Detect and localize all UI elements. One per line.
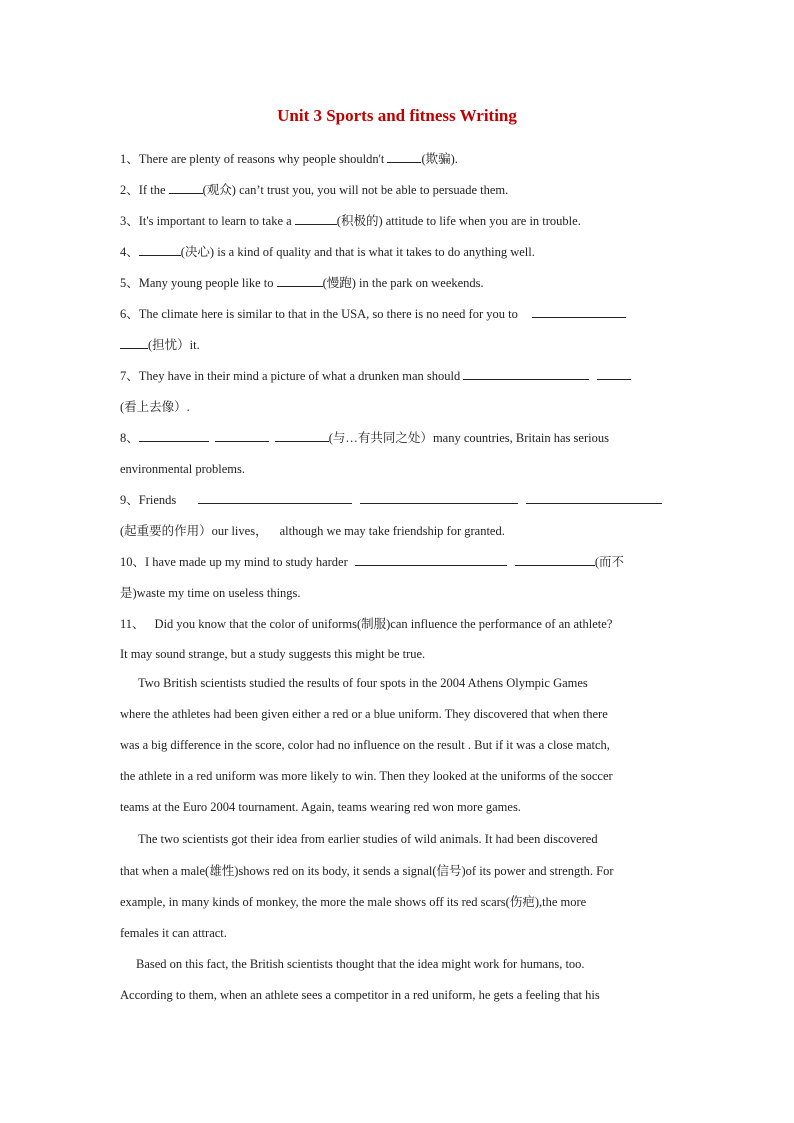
passage-line: females it can attract. xyxy=(120,926,227,940)
answer-blank[interactable] xyxy=(360,492,518,504)
question-6: 6、The climate here is similar to that in the USA, so there is no need for you to xyxy=(120,299,674,330)
question-10-continued: 是)waste my time on useless things. xyxy=(120,586,301,600)
question-9-continued: (起重要的作用）our lives， although we may take friendship for granted. xyxy=(120,524,505,538)
question-8-continued: environmental problems. xyxy=(120,462,245,476)
answer-blank[interactable] xyxy=(463,368,589,380)
passage-line: that when a male(雄性)shows red on its body, it sends a signal(信号)of its power and strength. For xyxy=(120,864,614,878)
question-9: 9、Friends xyxy=(120,485,674,516)
question-6-continued: (担忧）it. xyxy=(120,330,674,361)
passage-line: example, in many kinds of monkey, the more the male shows off its red scars(伤疤),the more xyxy=(120,895,587,909)
question-7: 7、They have in their mind a picture of what a drunken man should xyxy=(120,361,674,392)
question-8: 8、 (与…有共同之处）many countries, Britain has serious xyxy=(120,431,609,445)
question-2: 2、If the (观众) can’t trust you, you will not be able to persuade them. xyxy=(120,183,509,197)
question-5: 5、Many young people like to (慢跑) in the park on weekends. xyxy=(120,276,484,290)
question-7-continued: (看上去像）. xyxy=(120,400,190,414)
passage-line: teams at the Euro 2004 tournament. Again, teams wearing red won more games. xyxy=(120,800,521,814)
answer-blank[interactable] xyxy=(597,368,631,380)
answer-blank[interactable] xyxy=(169,182,203,194)
answer-blank[interactable] xyxy=(215,430,269,442)
passage-line: was a big difference in the score, color had no influence on the result . But if it was a close match, xyxy=(120,738,610,752)
passage-line: It may sound strange, but a study suggests this might be true. xyxy=(120,647,426,661)
answer-blank[interactable] xyxy=(139,430,209,442)
passage-line: where the athletes had been given either a red or a blue uniform. They discovered that when there xyxy=(120,707,608,721)
answer-blank[interactable] xyxy=(198,492,352,504)
passage-line: Two British scientists studied the results of four spots in the 2004 Athens Olympic Games xyxy=(138,676,588,690)
question-10: 10、I have made up my mind to study harder (而不 xyxy=(120,555,625,569)
answer-blank[interactable] xyxy=(295,213,337,225)
passage-line: the athlete in a red uniform was more likely to win. Then they looked at the uniforms of the soccer xyxy=(120,769,613,783)
passage-line: Based on this fact, the British scientists thought that the idea might work for humans, too. xyxy=(136,957,585,971)
question-11: 11、 Did you know that the color of uniforms(制服)can influence the performance of an athlete? xyxy=(120,617,613,631)
answer-blank[interactable] xyxy=(526,492,662,504)
answer-blank[interactable] xyxy=(387,151,421,163)
page-title: Unit 3 Sports and fitness Writing xyxy=(277,106,517,125)
question-1: 1、There are plenty of reasons why people shouldn't (欺骗). xyxy=(120,152,458,166)
answer-blank[interactable] xyxy=(355,554,507,566)
answer-blank[interactable] xyxy=(277,275,323,287)
answer-blank[interactable] xyxy=(515,554,595,566)
question-4: 4、 (决心) is a kind of quality and that is what it takes to do anything well. xyxy=(120,245,535,259)
question-3: 3、It's important to learn to take a (积极的) attitude to life when you are in trouble. xyxy=(120,214,581,228)
passage-line: The two scientists got their idea from earlier studies of wild animals. It had been discovered xyxy=(138,832,598,846)
answer-blank[interactable] xyxy=(275,430,329,442)
passage-line: According to them, when an athlete sees a competitor in a red uniform, he gets a feeling that his xyxy=(120,988,600,1002)
answer-blank[interactable] xyxy=(139,244,181,256)
answer-blank[interactable] xyxy=(532,306,626,318)
answer-blank[interactable] xyxy=(120,337,148,349)
